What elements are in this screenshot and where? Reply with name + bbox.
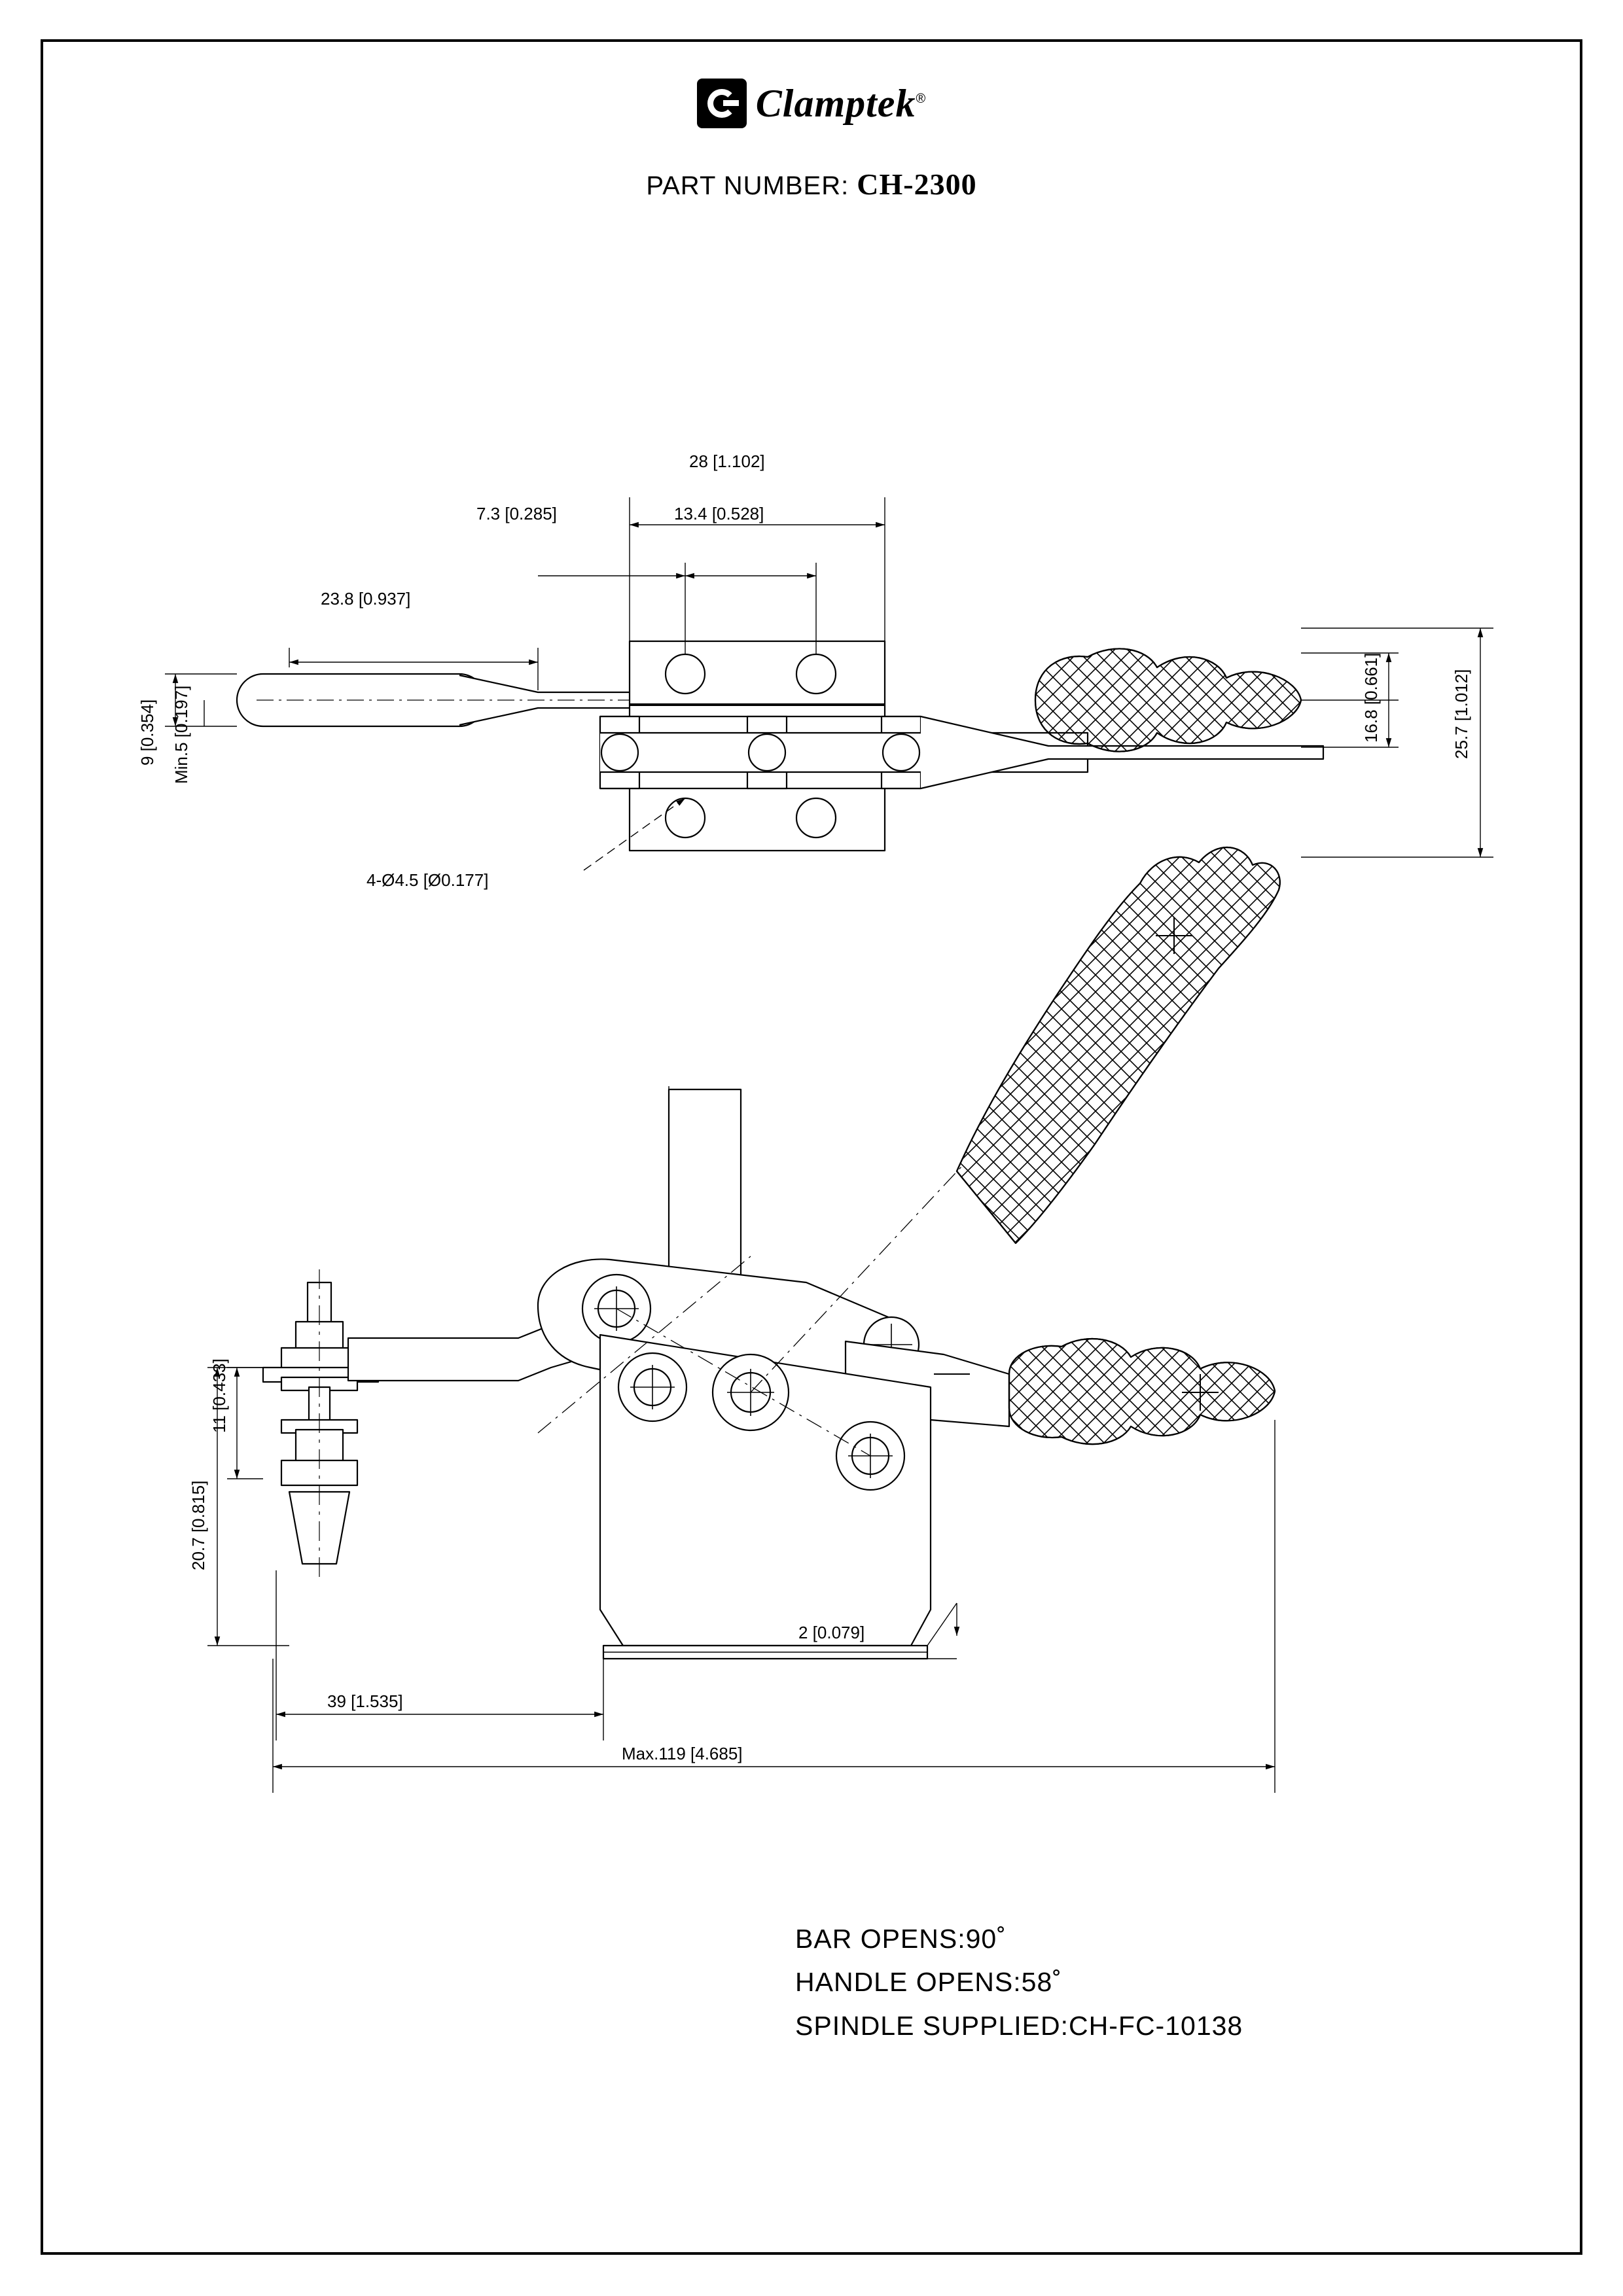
dim-min-5: Min.5 [0.197] [171, 685, 191, 784]
dim-20-7: 20.7 [0.815] [188, 1480, 208, 1570]
top-view-handle-grip [1035, 648, 1301, 751]
side-view-spindle-assembly [263, 1269, 378, 1577]
dim-39: 39 [1.535] [327, 1691, 403, 1711]
dim-max-119: Max.119 [4.685] [622, 1744, 743, 1763]
dim-4-holes: 4-Ø4.5 [Ø0.177] [366, 870, 489, 890]
part-number-label: PART NUMBER: [646, 171, 849, 200]
dim-16-8: 16.8 [0.661] [1361, 652, 1381, 743]
note-bar-opens: BAR OPENS:90˚ [795, 1924, 1007, 1954]
dim-13-4: 13.4 [0.528] [674, 504, 764, 523]
dim-2: 2 [0.079] [798, 1623, 865, 1642]
dim-11: 11 [0.433] [209, 1358, 229, 1433]
dim-9: 9 [0.354] [137, 699, 157, 766]
registered-trademark-icon: ® [916, 92, 927, 106]
dim-23-8: 23.8 [0.937] [321, 589, 411, 609]
brand-name: Clamptek® [755, 82, 927, 125]
note-spindle-supplied: SPINDLE SUPPLIED:CH-FC-10138 [795, 2010, 1243, 2041]
dim-7-3: 7.3 [0.285] [476, 504, 557, 523]
dim-25-7: 25.7 [1.012] [1452, 669, 1471, 759]
note-handle-opens: HANDLE OPENS:58˚ [795, 1967, 1062, 1998]
specification-notes [795, 1917, 1243, 2047]
side-view-handle-open-phantom [957, 847, 1280, 1243]
dim-28: 28 [1.102] [689, 451, 765, 471]
part-number-value: CH-2300 [857, 168, 977, 201]
side-view-body-base [538, 1165, 970, 1659]
